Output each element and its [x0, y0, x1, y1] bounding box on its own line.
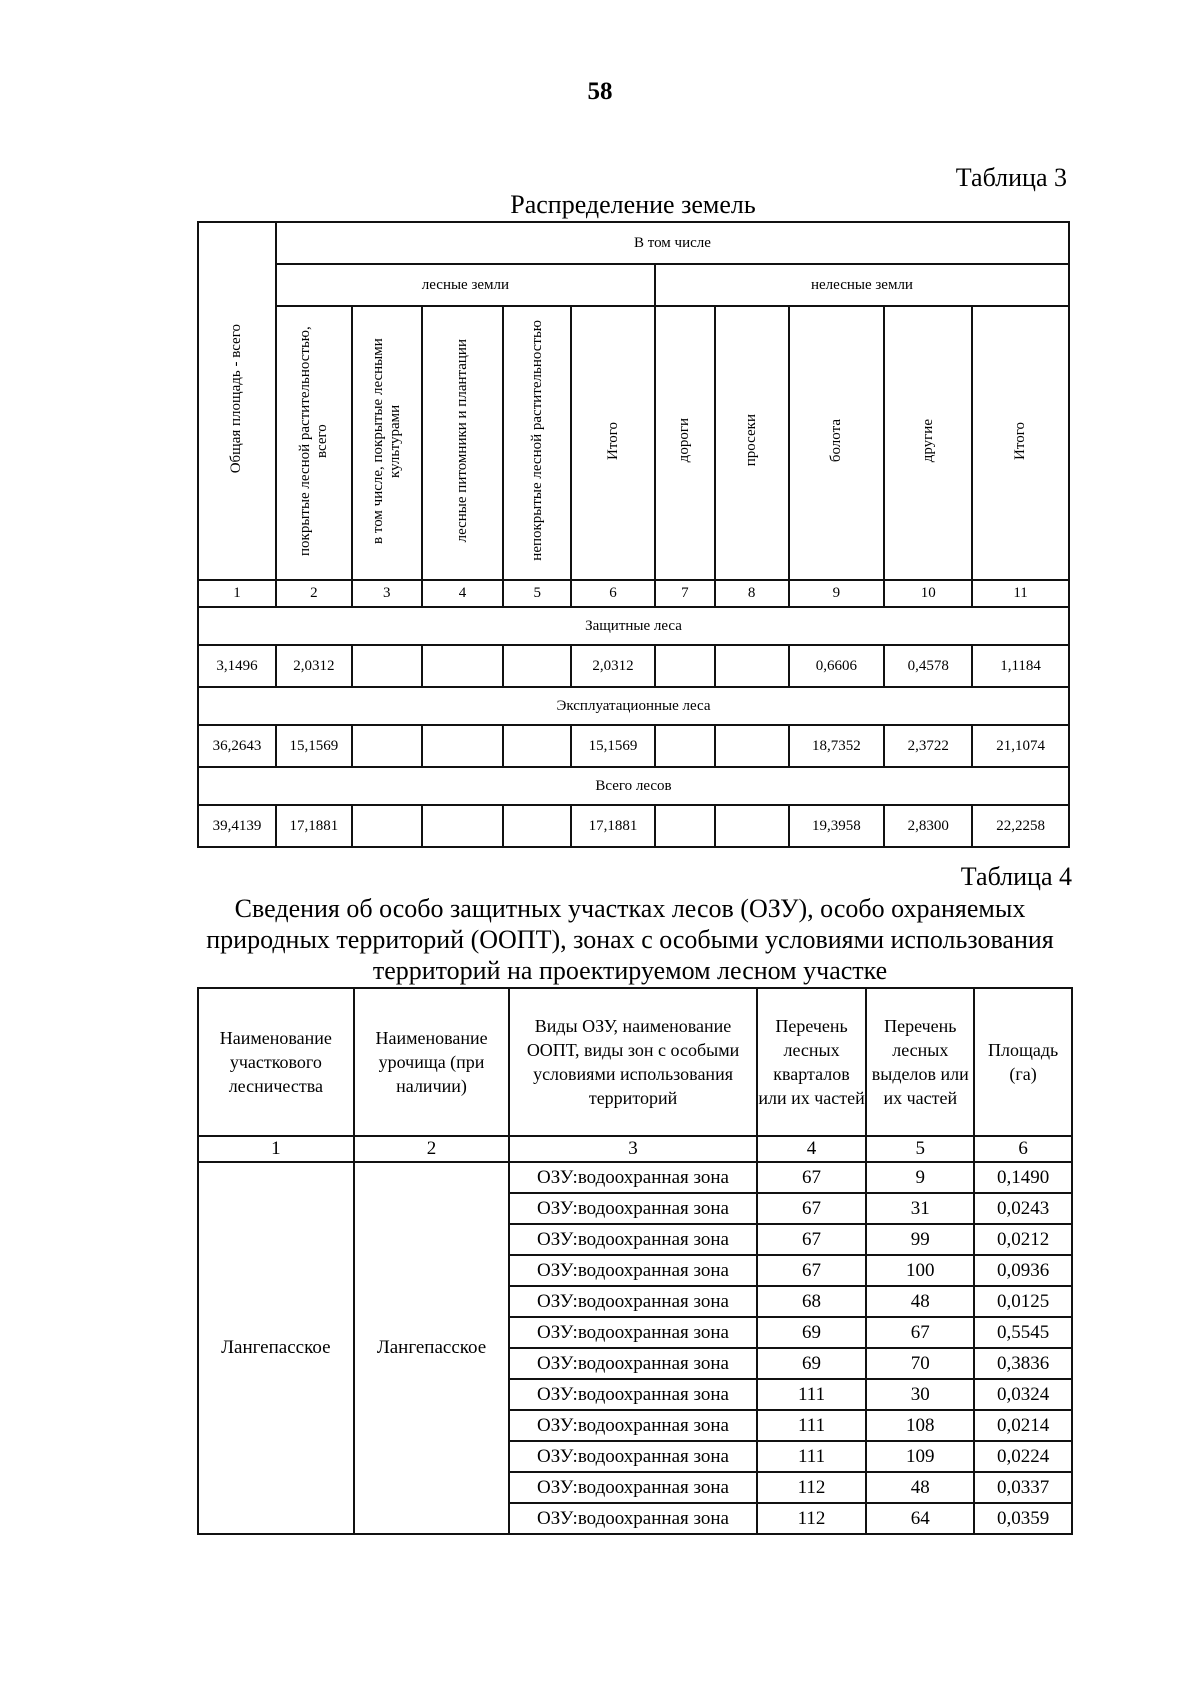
- table-cell: [503, 725, 571, 767]
- table-cell: 109: [866, 1441, 974, 1472]
- column-number: 3: [509, 1136, 756, 1162]
- table-cell: 0,0214: [974, 1410, 1072, 1441]
- table-cell: 30: [866, 1379, 974, 1410]
- table-cell: ОЗУ:водоохранная зона: [509, 1472, 756, 1503]
- header-col-6: Итого: [571, 306, 655, 580]
- table-cell: 2,3722: [884, 725, 972, 767]
- table-cell: [352, 805, 422, 847]
- column-number: 4: [422, 580, 504, 607]
- table-cell: 67: [757, 1162, 867, 1193]
- table-cell: 0,0324: [974, 1379, 1072, 1410]
- table-cell: 1,1184: [972, 645, 1069, 687]
- header-col-3: Виды ОЗУ, наименование ООПТ, виды зон с особыми условиями использования территорий: [509, 988, 756, 1136]
- table-cell: 64: [866, 1503, 974, 1534]
- header-col-5: непокрытые лесной растительностью: [503, 306, 571, 580]
- table-cell: 0,0243: [974, 1193, 1072, 1224]
- forestry-name: Лангепасское: [198, 1162, 354, 1534]
- header-total-area: Общая площадь - всего: [198, 222, 276, 580]
- column-number: 9: [789, 580, 885, 607]
- table-cell: 67: [866, 1317, 974, 1348]
- table-cell: 48: [866, 1286, 974, 1317]
- table-cell: [503, 805, 571, 847]
- table-cell: 0,0224: [974, 1441, 1072, 1472]
- header-col-3: в том числе, покрытые лесными культурами: [352, 306, 422, 580]
- table-row: [198, 725, 1069, 767]
- table-cell: 17,1881: [571, 805, 655, 847]
- table4-title: Сведения об особо защитных участках лесов (ОЗУ), особо охраняемых природных территорий (ООПТ), зонах с особыми условиями использования территорий на проектируемом лесном участке: [206, 894, 1054, 985]
- header-col-8: просеки: [715, 306, 789, 580]
- table-cell: ОЗУ:водоохранная зона: [509, 1224, 756, 1255]
- tract-name: Лангепасское: [354, 1162, 510, 1534]
- table3-label: Таблица 3: [955, 163, 1067, 192]
- table-cell: 39,4139: [198, 805, 276, 847]
- table-cell: 9: [866, 1162, 974, 1193]
- table-cell: ОЗУ:водоохранная зона: [509, 1286, 756, 1317]
- table-cell: 19,3958: [789, 805, 885, 847]
- table-cell: 18,7352: [789, 725, 885, 767]
- column-number: 6: [571, 580, 655, 607]
- section-header: Защитные леса: [198, 607, 1069, 645]
- table-cell: ОЗУ:водоохранная зона: [509, 1410, 756, 1441]
- table-cell: 0,0125: [974, 1286, 1072, 1317]
- table-cell: 111: [757, 1379, 867, 1410]
- table-cell: 67: [757, 1224, 867, 1255]
- header-col-5: Перечень лесных выделов или их частей: [866, 988, 974, 1136]
- column-number: 5: [503, 580, 571, 607]
- table-cell: ОЗУ:водоохранная зона: [509, 1317, 756, 1348]
- column-number: 7: [655, 580, 715, 607]
- table-cell: ОЗУ:водоохранная зона: [509, 1441, 756, 1472]
- table-cell: 111: [757, 1441, 867, 1472]
- table-cell: 112: [757, 1503, 867, 1534]
- header-col-4: лесные питомники и плантации: [422, 306, 504, 580]
- header-including: В том числе: [276, 222, 1069, 264]
- table-cell: 0,0359: [974, 1503, 1072, 1534]
- table-cell: 0,0936: [974, 1255, 1072, 1286]
- protected-areas-table: [197, 987, 1073, 1535]
- header-col-1: Наименование участкового лесничества: [198, 988, 354, 1136]
- table-cell: 67: [757, 1193, 867, 1224]
- table-cell: ОЗУ:водоохранная зона: [509, 1379, 756, 1410]
- column-number: 1: [198, 1136, 354, 1162]
- table-cell: 0,0337: [974, 1472, 1072, 1503]
- table-cell: 112: [757, 1472, 867, 1503]
- table-cell: 0,6606: [789, 645, 885, 687]
- table-row: [198, 645, 1069, 687]
- table-cell: 0,1490: [974, 1162, 1072, 1193]
- table-cell: 2,0312: [571, 645, 655, 687]
- table-cell: 108: [866, 1410, 974, 1441]
- column-number: 2: [354, 1136, 510, 1162]
- page-number: 58: [587, 78, 613, 105]
- table-cell: 0,0212: [974, 1224, 1072, 1255]
- section-header: Эксплуатационные леса: [198, 687, 1069, 725]
- table-cell: [655, 645, 715, 687]
- header-nonforest-lands: нелесные земли: [655, 264, 1069, 306]
- header-col-10: другие: [884, 306, 972, 580]
- table-cell: [715, 645, 789, 687]
- column-number: 8: [715, 580, 789, 607]
- column-number: 10: [884, 580, 972, 607]
- table-cell: [715, 805, 789, 847]
- table-cell: 0,4578: [884, 645, 972, 687]
- header-col-2: покрытые лесной растительностью, всего: [276, 306, 352, 580]
- column-number: 1: [198, 580, 276, 607]
- table-cell: [422, 725, 504, 767]
- table-cell: [422, 645, 504, 687]
- table-cell: 0,3836: [974, 1348, 1072, 1379]
- table-cell: 70: [866, 1348, 974, 1379]
- table-cell: [655, 725, 715, 767]
- table-cell: [422, 805, 504, 847]
- table-cell: [352, 725, 422, 767]
- column-number: 4: [757, 1136, 867, 1162]
- header-col-9: болота: [789, 306, 885, 580]
- table-cell: ОЗУ:водоохранная зона: [509, 1162, 756, 1193]
- table4-label: Таблица 4: [960, 862, 1072, 891]
- table-cell: 0,5545: [974, 1317, 1072, 1348]
- column-number: 6: [974, 1136, 1072, 1162]
- table-cell: 48: [866, 1472, 974, 1503]
- table-cell: 22,2258: [972, 805, 1069, 847]
- table-cell: 69: [757, 1348, 867, 1379]
- table-cell: ОЗУ:водоохранная зона: [509, 1255, 756, 1286]
- table-cell: 31: [866, 1193, 974, 1224]
- table-cell: ОЗУ:водоохранная зона: [509, 1503, 756, 1534]
- column-number: 2: [276, 580, 352, 607]
- table-cell: 3,1496: [198, 645, 276, 687]
- table-cell: [715, 725, 789, 767]
- table-row: [198, 805, 1069, 847]
- table-cell: 15,1569: [571, 725, 655, 767]
- table-cell: 2,8300: [884, 805, 972, 847]
- land-distribution-table: [197, 221, 1070, 848]
- table-cell: 111: [757, 1410, 867, 1441]
- header-forest-lands: лесные земли: [276, 264, 655, 306]
- header-col-2: Наименование урочища (при наличии): [354, 988, 510, 1136]
- table-cell: 17,1881: [276, 805, 352, 847]
- table-cell: 36,2643: [198, 725, 276, 767]
- column-number: 5: [866, 1136, 974, 1162]
- column-number: 3: [352, 580, 422, 607]
- header-col-11: Итого: [972, 306, 1069, 580]
- table-cell: 15,1569: [276, 725, 352, 767]
- table-cell: 99: [866, 1224, 974, 1255]
- table-cell: 69: [757, 1317, 867, 1348]
- section-header: Всего лесов: [198, 767, 1069, 805]
- table-cell: ОЗУ:водоохранная зона: [509, 1348, 756, 1379]
- table-cell: 68: [757, 1286, 867, 1317]
- header-col-6: Площадь (га): [974, 988, 1072, 1136]
- table-cell: 67: [757, 1255, 867, 1286]
- column-number: 11: [972, 580, 1069, 607]
- table-cell: 100: [866, 1255, 974, 1286]
- table-cell: [503, 645, 571, 687]
- header-col-4: Перечень лесных кварталов или их частей: [757, 988, 867, 1136]
- table-cell: [352, 645, 422, 687]
- table3-title: Распределение земель: [510, 190, 756, 219]
- table-cell: [655, 805, 715, 847]
- table-cell: ОЗУ:водоохранная зона: [509, 1193, 756, 1224]
- header-col-7: дороги: [655, 306, 715, 580]
- table-cell: 2,0312: [276, 645, 352, 687]
- table-row: [198, 1162, 1072, 1193]
- table-cell: 21,1074: [972, 725, 1069, 767]
